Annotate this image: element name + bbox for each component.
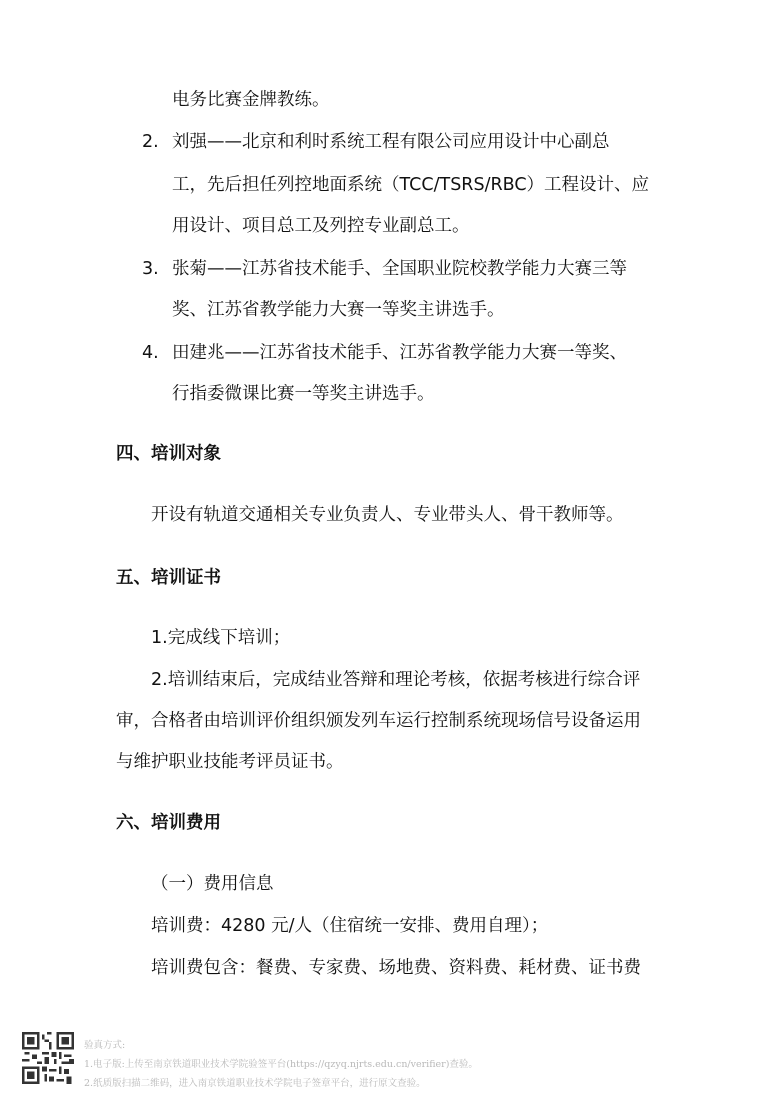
verification-line-electronic: 1.电子版:上传至南京铁道职业技术学院验签平台(https://qzyq.njrts.edu.cn/verifier)查验。 — [84, 1059, 478, 1070]
subheading: （一）费用信息 — [151, 874, 274, 894]
paragraph: 培训费：4280 元/人（住宿统一安排、费用自理）； — [151, 916, 549, 936]
text-line: 张菊——江苏省技术能手、全国职业院校教学能力大赛三等 — [172, 259, 627, 279]
verification-title: 验真方式: — [84, 1040, 126, 1051]
list-number: 3. — [142, 259, 159, 279]
section-heading-4: 四、培训对象 — [116, 444, 221, 464]
text-line: 电务比赛金牌教练。 — [172, 90, 330, 110]
text-line: 田建兆——江苏省技术能手、江苏省教学能力大赛一等奖、 — [172, 343, 627, 363]
paragraph: 审，合格者由培训评价组织颁发列车运行控制系统现场信号设备运用 — [116, 711, 641, 731]
paragraph: 培训费包含：餐费、专家费、场地费、资料费、耗材费、证书费 — [151, 958, 641, 978]
section-heading-6: 六、培训费用 — [116, 813, 221, 833]
list-number: 4. — [142, 343, 159, 363]
paragraph: 2.培训结束后，完成结业答辩和理论考核，依据考核进行综合评 — [151, 670, 641, 690]
text-line: 行指委微课比赛一等奖主讲选手。 — [172, 384, 435, 404]
paragraph: 开设有轨道交通相关专业负责人、专业带头人、骨干教师等。 — [151, 505, 624, 525]
text-line: 刘强——北京和利时系统工程有限公司应用设计中心副总 — [172, 132, 610, 152]
text-line: 工，先后担任列控地面系统（TCC/TSRS/RBC）工程设计、应 — [172, 175, 650, 195]
list-number: 2. — [142, 132, 159, 152]
section-heading-5: 五、培训证书 — [116, 568, 221, 588]
paragraph: 1.完成线下培训； — [151, 628, 291, 648]
text-line: 用设计、项目总工及列控专业副总工。 — [172, 216, 470, 236]
paragraph: 与维护职业技能考评员证书。 — [116, 752, 344, 772]
text-line: 奖、江苏省教学能力大赛一等奖主讲选手。 — [172, 300, 505, 320]
qr-code-icon[interactable] — [22, 1032, 74, 1084]
verification-line-paper: 2.纸质版扫描二维码，进入南京铁道职业技术学院电子签章平台，进行原文查验。 — [84, 1078, 426, 1089]
